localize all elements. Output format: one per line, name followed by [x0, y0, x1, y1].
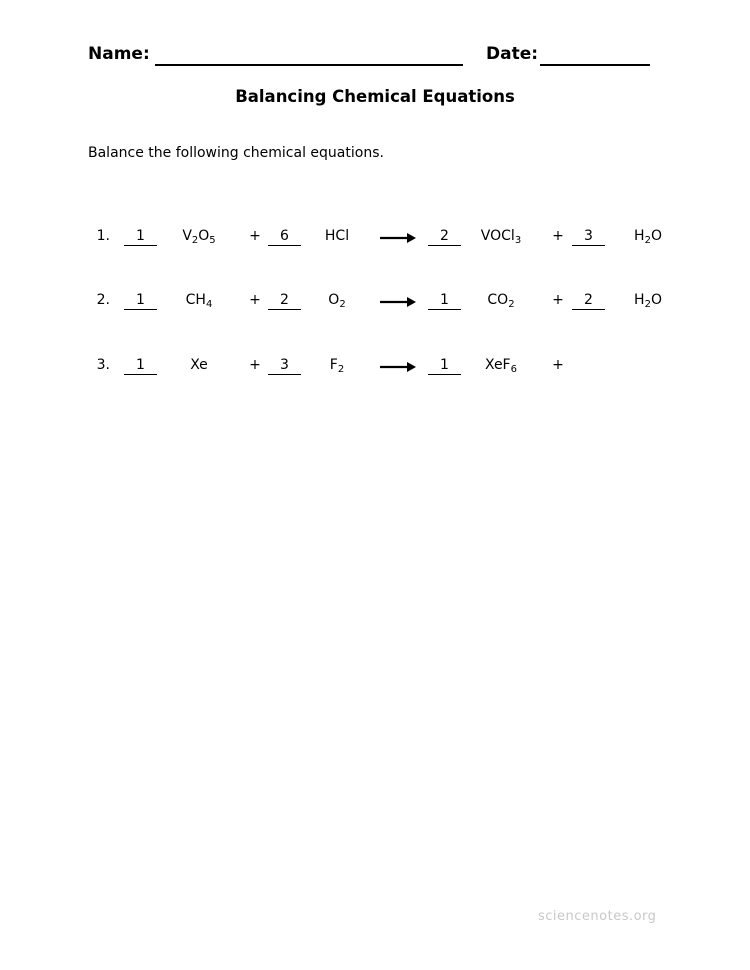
chemical-formula: $O_2$ [328, 292, 346, 310]
chemical-formula: VOCl$_3$ [480, 228, 522, 246]
reaction-arrow-icon [380, 361, 416, 373]
page-title: Balancing Chemical Equations [235, 87, 515, 106]
coefficient-blank[interactable]: 1 [428, 357, 461, 375]
equation-row [0, 357, 750, 381]
chemical-formula: $V_2O_5$ [182, 228, 216, 246]
name-field-line[interactable] [155, 64, 463, 66]
plus-sign: + [249, 228, 261, 244]
reaction-arrow-icon [380, 232, 416, 244]
coefficient-blank[interactable]: 2 [268, 292, 301, 310]
watermark: sciencenotes.org [538, 909, 657, 924]
plus-sign: + [249, 357, 261, 373]
equation-row [0, 292, 750, 316]
chemical-formula: $CH_4$ [185, 292, 213, 310]
coefficient-blank[interactable]: 3 [268, 357, 301, 375]
coefficient-blank[interactable]: 1 [124, 228, 157, 246]
chemical-formula: $CO_2$ [487, 292, 515, 310]
chemical-formula: $H_2O$ [634, 292, 662, 310]
chemical-formula: XeF$_6$ [484, 357, 517, 375]
chemical-formula: $F_2$ [329, 357, 345, 375]
plus-sign: + [552, 357, 564, 373]
chemical-formula: $H_2O$ [634, 228, 662, 246]
coefficient-blank[interactable]: 2 [428, 228, 461, 246]
reaction-arrow-icon [380, 296, 416, 308]
equation-number: 3. [96, 357, 110, 373]
chemical-formula: HCl [324, 228, 350, 244]
name-label: Name: [88, 44, 150, 64]
plus-sign: + [552, 292, 564, 308]
equation-row [0, 228, 750, 252]
plus-sign: + [552, 228, 564, 244]
coefficient-blank[interactable]: 1 [428, 292, 461, 310]
date-label: Date: [486, 44, 539, 64]
equation-number: 2. [96, 292, 110, 308]
instructions: Balance the following chemical equations. [88, 145, 384, 161]
coefficient-blank[interactable]: 1 [124, 292, 157, 310]
coefficient-blank[interactable]: 2 [572, 292, 605, 310]
coefficient-blank[interactable]: 6 [268, 228, 301, 246]
date-field-line[interactable] [540, 64, 650, 66]
plus-sign: + [249, 292, 261, 308]
coefficient-blank[interactable]: 3 [572, 228, 605, 246]
chemical-formula: Xe [190, 357, 208, 373]
coefficient-blank[interactable]: 1 [124, 357, 157, 375]
equation-number: 1. [96, 228, 110, 244]
